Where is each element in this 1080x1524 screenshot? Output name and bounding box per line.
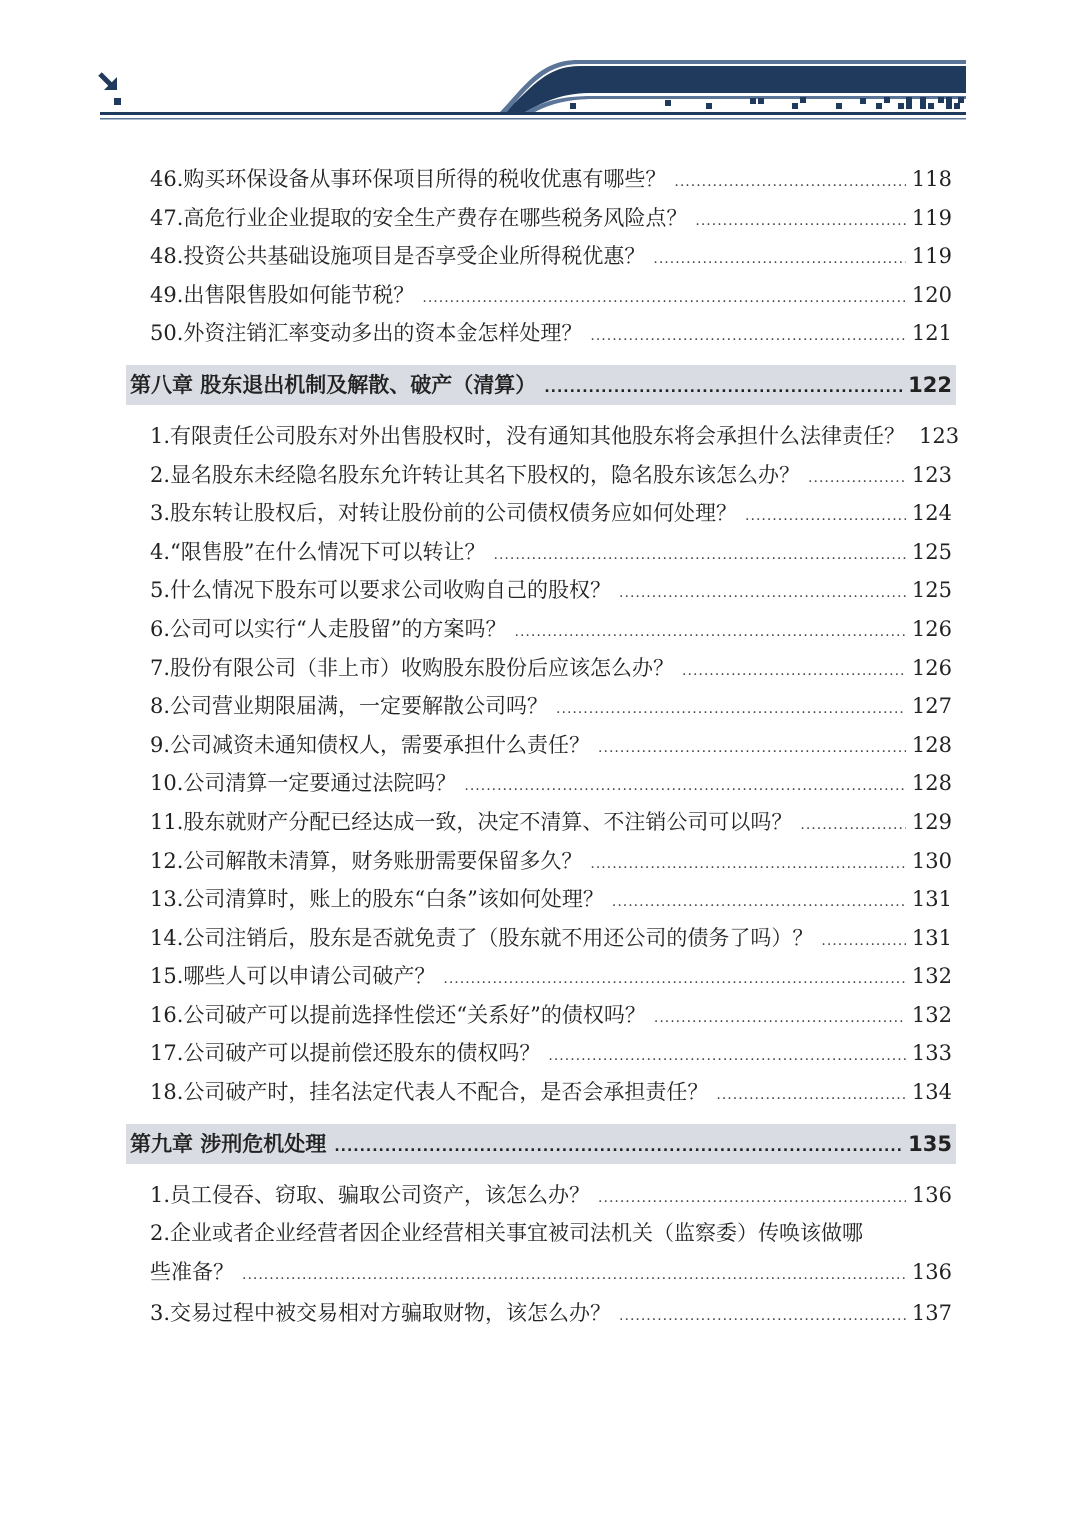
- table-of-contents: [130, 160, 960, 1333]
- toc-entry-8-6[interactable]: 6.公司可以实行“人走股留”的方案吗？ ..... 126: [150, 610, 952, 649]
- page-number: 122: [908, 372, 952, 397]
- page-header-decoration: [0, 0, 1080, 130]
- toc-entry-50[interactable]: 50.外资注销汇率变动多出的资本金怎样处理？ ..... 121: [150, 314, 952, 353]
- toc-entry-48[interactable]: 48.投资公共基础设施项目是否享受企业所得税优惠？ ..... 119: [150, 237, 952, 276]
- chapter-9-heading[interactable]: 第九章 涉刑危机处理 ..... 135: [126, 1124, 956, 1164]
- page-number: 131: [911, 925, 952, 950]
- page-number: 126: [911, 616, 952, 641]
- page-number: 123: [919, 423, 960, 448]
- toc-entry-8-15[interactable]: 15.哪些人可以申请公司破产？ ..... 132: [150, 957, 952, 996]
- page-number: 126: [911, 655, 952, 680]
- page-number: 120: [911, 282, 952, 307]
- page-number: 128: [911, 771, 952, 796]
- page-number: 136: [911, 1259, 952, 1284]
- page-number: 127: [911, 694, 952, 719]
- chapter-8-heading[interactable]: 第八章 股东退出机制及解散、破产（清算） ..... 122: [126, 365, 956, 405]
- page-number: 125: [911, 539, 952, 564]
- page-number: 118: [911, 167, 952, 191]
- toc-entry-8-1[interactable]: 1.有限责任公司股东对外出售股权时，没有通知其他股东将会承担什么法律责任？ 123: [150, 417, 952, 456]
- page-number: 130: [911, 848, 952, 873]
- toc-entry-46[interactable]: 46.购买环保设备从事环保项目所得的税收优惠有哪些？ ..... 118: [150, 160, 952, 199]
- page-number: 135: [908, 1131, 952, 1156]
- toc-entry-8-11[interactable]: 11.股东就财产分配已经达成一致，决定不清算、不注销公司可以吗？ ..... 129: [150, 803, 952, 842]
- toc-entry-49[interactable]: 49.出售限售股如何能节税？ ..... 120: [150, 276, 952, 315]
- toc-entry-9-3[interactable]: 3.交易过程中被交易相对方骗取财物，该怎么办？ ..... 137: [150, 1294, 952, 1333]
- page-number: 121: [911, 321, 952, 346]
- toc-entry-9-1[interactable]: 1.员工侵吞、窃取、骗取公司资产，该怎么办？ ..... 136: [150, 1176, 952, 1215]
- page-number: 119: [911, 205, 952, 230]
- page-number: 132: [911, 964, 952, 989]
- toc-entry-8-4[interactable]: 4.“限售股”在什么情况下可以转让？ ..... 125: [150, 533, 952, 572]
- toc-entry-8-18[interactable]: 18.公司破产时，挂名法定代表人不配合，是否会承担责任？ ..... 134: [150, 1073, 952, 1112]
- arrow-down-right-icon: [100, 74, 121, 105]
- page-number: 137: [911, 1301, 952, 1326]
- page-number: 134: [911, 1080, 952, 1105]
- toc-entry-8-16[interactable]: 16.公司破产可以提前选择性偿还“关系好”的债权吗？ ..... 132: [150, 996, 952, 1035]
- page-number: 131: [911, 887, 952, 912]
- toc-entry-8-2[interactable]: 2.显名股东未经隐名股东允许转让其名下股权的，隐名股东该怎么办？ ..... 123: [150, 456, 952, 495]
- toc-entry-8-13[interactable]: 13.公司清算时，账上的股东“白条”该如何处理？ ..... 131: [150, 880, 952, 919]
- toc-entry-8-12[interactable]: 12.公司解散未清算，财务账册需要保留多久？ ..... 130: [150, 842, 952, 881]
- toc-entry-8-3[interactable]: 3.股东转让股权后，对转让股份前的公司债权债务应如何处理？ ..... 124: [150, 494, 952, 533]
- page-number: 124: [911, 501, 952, 526]
- page-number: 128: [911, 732, 952, 757]
- toc-entry-9-2[interactable]: 2.企业或者企业经营者因企业经营相关事宜被司法机关（监察委）传唤该做哪 些准备？ ..... 136: [150, 1214, 952, 1294]
- toc-entry-8-9[interactable]: 9.公司减资未通知债权人，需要承担什么责任？ ..... 128: [150, 726, 952, 765]
- toc-entry-8-17[interactable]: 17.公司破产可以提前偿还股东的债权吗？ ..... 133: [150, 1034, 952, 1073]
- page-number: 125: [911, 578, 952, 603]
- toc-entry-8-5[interactable]: 5.什么情况下股东可以要求公司收购自己的股权？ ..... 125: [150, 571, 952, 610]
- toc-entry-8-10[interactable]: 10.公司清算一定要通过法院吗？ ..... 128: [150, 764, 952, 803]
- page-number: 123: [911, 462, 952, 487]
- page-number: 133: [911, 1041, 952, 1066]
- page-number: 129: [911, 809, 952, 834]
- toc-entry-8-14[interactable]: 14.公司注销后，股东是否就免责了（股东就不用还公司的债务了吗）？ ..... 131: [150, 919, 952, 958]
- page-number: 132: [911, 1002, 952, 1027]
- toc-entry-8-7[interactable]: 7.股份有限公司（非上市）收购股东股份后应该怎么办？ ..... 126: [150, 649, 952, 688]
- page-number: 136: [911, 1182, 952, 1207]
- page-number: 119: [911, 244, 952, 269]
- toc-entry-8-8[interactable]: 8.公司营业期限届满，一定要解散公司吗？ ..... 127: [150, 687, 952, 726]
- toc-entry-47[interactable]: 47.高危行业企业提取的安全生产费存在哪些税务风险点？ ..... 119: [150, 199, 952, 238]
